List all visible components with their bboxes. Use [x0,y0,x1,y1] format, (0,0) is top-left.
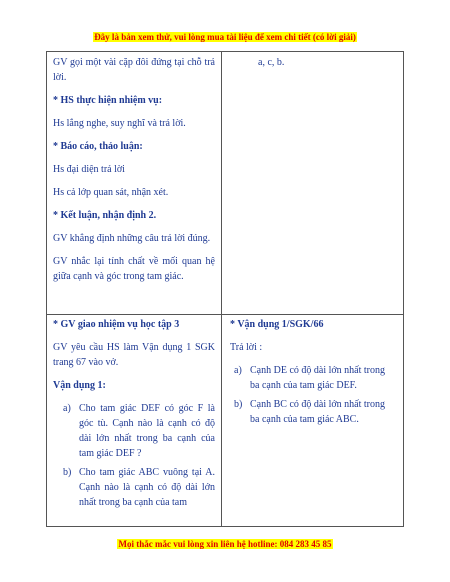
paragraph: Trả lời : [230,342,263,353]
section-heading: * HS thực hiện nhiệm vụ: [53,95,163,106]
list-marker: b) [234,399,243,410]
paragraph: GV gọi một vài cặp đôi đứng tại chỗ trả lời. [53,57,215,83]
list-item [53,401,215,461]
answer-text: a, c, b. [258,57,285,68]
section-heading: * Báo cáo, thảo luận: [53,141,143,152]
student-answer-cell [222,52,404,315]
paragraph: Hs cả lớp quan sát, nhận xét. [53,187,169,198]
subheading: Vận dụng 1: [53,380,106,391]
list-text: Cho tam giác DEF có góc F là góc tù. Cạnh nào là cạnh có độ dài lớn nhất trong ba cạnh của tam giác DEF ? [79,403,215,459]
paragraph: Hs lắng nghe, suy nghĩ và trả lời. [53,118,186,129]
list-marker: b) [63,467,72,478]
preview-banner [0,27,450,45]
student-answer-cell [222,315,404,527]
section-heading: * Vận dụng 1/SGK/66 [230,319,324,330]
hotline-banner-text: Mọi thắc mắc vui lòng xin liên hệ hotline: 084 283 45 85 [118,539,332,549]
list-marker: a) [234,365,242,376]
paragraph: GV yêu cầu HS làm Vận dụng 1 SGK trang 67 vào vở. [53,342,215,368]
teacher-activity-cell [47,315,222,527]
section-heading: * Kết luận, nhận định 2. [53,210,157,221]
list-item [230,363,395,393]
lesson-table [46,51,404,527]
list-text: Cạnh DE có độ dài lớn nhất trong ba cạnh của tam giác DEF. [250,365,385,391]
teacher-activity-cell [47,52,222,315]
list-marker: a) [63,403,71,414]
paragraph: GV khẳng định những câu trả lời đúng. [53,233,211,244]
list-text: Cho tam giác ABC vuông tại A. Cạnh nào là cạnh có độ dài lớn nhất trong ba cạnh của tam [79,467,215,508]
paragraph: GV nhắc lại tính chất về mối quan hệ giữa cạnh và góc trong tam giác. [53,256,215,282]
section-heading: * GV giao nhiệm vụ học tập 3 [53,319,180,330]
paragraph: Hs đại diện trả lời [53,164,125,175]
preview-banner-text: Đây là bản xem thử, vui lòng mua tài liệu để xem chi tiết (có lời giải) [94,32,356,42]
table-row [47,52,404,315]
list-text: Cạnh BC có độ dài lớn nhất trong ba cạnh của tam giác ABC. [250,399,385,425]
list-item [230,397,395,427]
list-item [53,465,215,510]
hotline-banner [0,534,450,552]
table-row [47,315,404,527]
